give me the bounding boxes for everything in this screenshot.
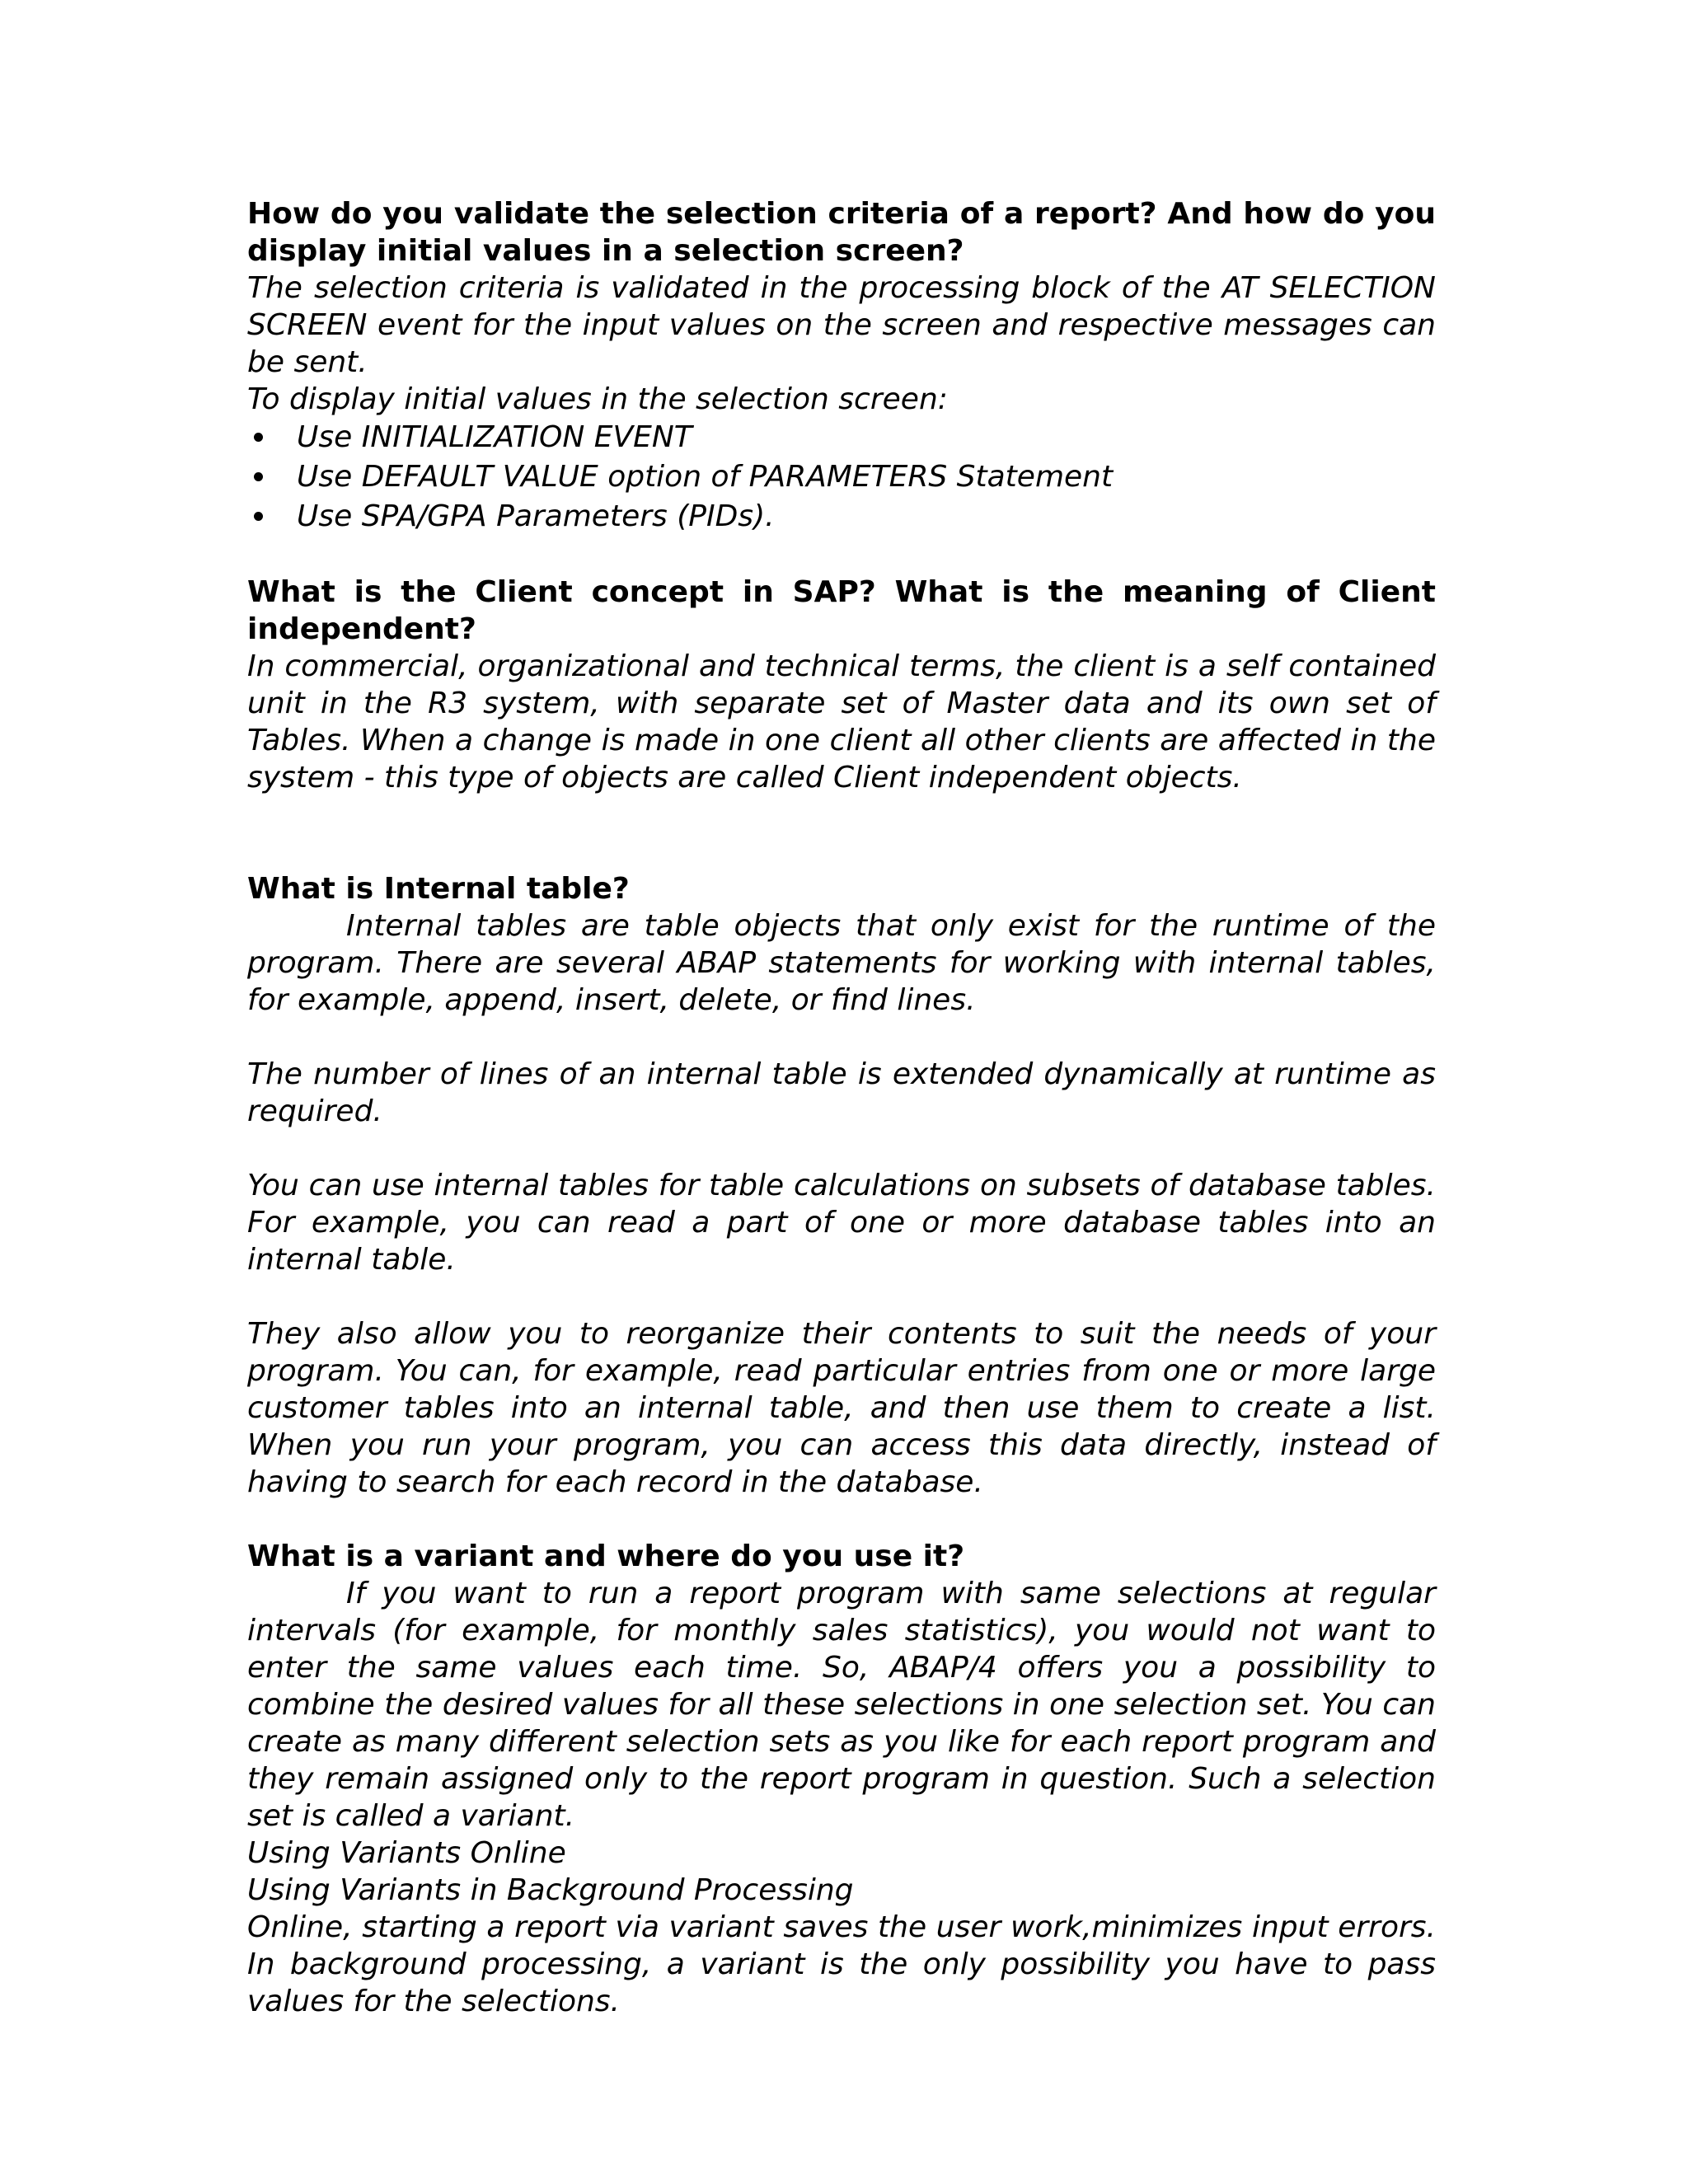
bullet-icon	[254, 433, 263, 442]
bullet-list	[247, 418, 1436, 537]
answer-paragraph: Using Variants Online	[247, 1836, 566, 1870]
question-heading: What is a variant and where do you use it?	[247, 1540, 965, 1573]
bullet-text: Use SPA/GPA Parameters (PIDs).	[297, 499, 775, 533]
answer-paragraph: You can use internal tables for table calculations on subsets of database tables. For example, you can read a part of one or more database tables into an internal table.	[247, 1169, 1436, 1277]
bullet-text: Use DEFAULT VALUE option of PARAMETERS Statement	[297, 460, 1114, 494]
question-heading: What is the Client concept in SAP? What is the meaning of Client independent?	[247, 575, 1436, 646]
spacer	[247, 537, 1436, 574]
bullet-item	[247, 418, 1436, 457]
bullet-item	[247, 457, 1436, 497]
bullet-icon	[254, 472, 263, 481]
bullet-item	[247, 497, 1436, 537]
answer-paragraph: Using Variants in Background Processing	[247, 1873, 854, 1907]
bullet-icon	[254, 512, 263, 521]
spacer	[247, 1278, 1436, 1315]
answer-paragraph: Online, starting a report via variant saves the user work,minimizes input errors. In background processing, a variant is the only possibility you have to pass values for the selections.	[247, 1910, 1436, 2018]
question-heading: What is Internal table?	[247, 872, 630, 906]
answer-paragraph: If you want to run a report program with same selections at regular intervals (for example, for monthly sales statistics), you would not want to enter the same values each time. So, ABAP/4 offers you a possibility to combine the desired values for all these selections in one selection set. You can create as many different selection sets as you like for each report program and they remain assigned only to the report program in question. Such a selection set is called a variant.	[247, 1577, 1436, 1833]
answer-paragraph: They also allow you to reorganize their contents to suit the needs of your program. You can, for example, read particular entries from one or more large customer tables into an internal table, and then use them to create a list. When you run your program, you can access this data directly, instead of having to search for each record in the database.	[247, 1317, 1436, 1499]
question-heading: How do you validate the selection criteria of a report? And how do you display initial values in a selection screen?	[247, 197, 1436, 268]
answer-paragraph: The number of lines of an internal table is extended dynamically at runtime as required.	[247, 1057, 1436, 1128]
spacer	[247, 1130, 1436, 1167]
answer-paragraph: Internal tables are table objects that only exist for the runtime of the program. There are several ABAP statements for working with internal tables, for example, append, insert, delete, or find lines.	[247, 909, 1436, 1017]
spacer	[247, 1019, 1436, 1056]
answer-paragraph: The selection criteria is validated in the processing block of the AT SELECTION SCREEN event for the input values on the screen and respective messages can be sent.	[247, 271, 1436, 379]
answer-paragraph: To display initial values in the selection screen:	[247, 382, 948, 416]
spacer	[247, 796, 1436, 870]
spacer	[247, 1501, 1436, 1538]
document-page	[247, 195, 1436, 2020]
bullet-text: Use INITIALIZATION EVENT	[297, 420, 692, 454]
answer-paragraph: In commercial, organizational and technical terms, the client is a self contained unit in the R3 system, with separate set of Master data and its own set of Tables. When a change is made in one client all other clients are affected in the system - this type of objects are called Client independent objects.	[247, 649, 1436, 794]
